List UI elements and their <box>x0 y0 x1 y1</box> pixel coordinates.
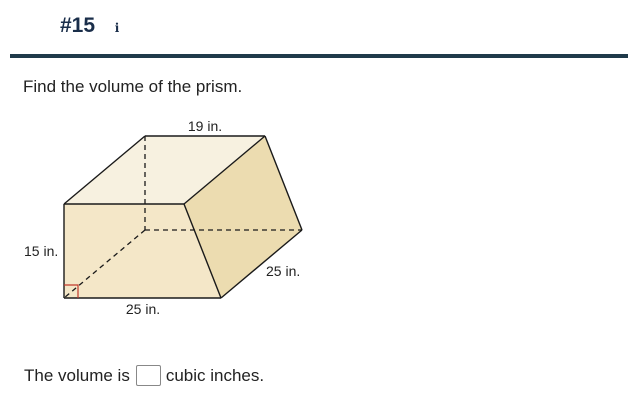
answer-suffix-text: cubic inches. <box>165 365 265 385</box>
volume-answer-input[interactable] <box>136 365 161 386</box>
problem-prompt: Find the volume of the prism. <box>23 77 243 96</box>
prism-diagram <box>0 110 330 325</box>
label-slant-edge: 25 in. <box>266 263 301 279</box>
answer-sentence <box>24 365 264 386</box>
problem-number: #15 <box>60 14 96 37</box>
header-divider <box>10 54 628 58</box>
label-top-edge: 19 in. <box>187 118 223 134</box>
problem-header <box>0 0 628 58</box>
answer-prefix-text: The volume is <box>24 365 130 385</box>
label-bottom-edge: 25 in. <box>125 301 161 317</box>
prism-figure <box>0 110 330 325</box>
info-icon[interactable]: i <box>114 21 120 35</box>
label-height: 15 in. <box>24 243 59 259</box>
